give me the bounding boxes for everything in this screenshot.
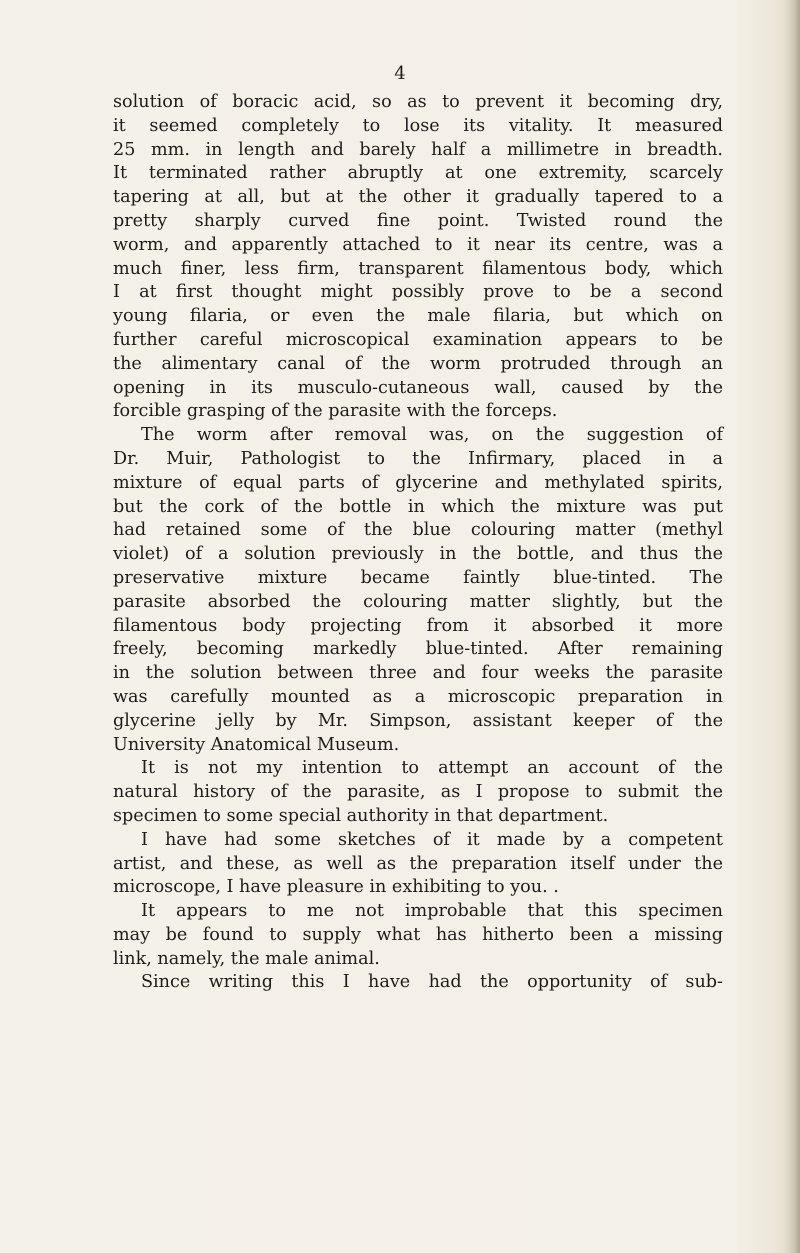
- text-line: tapering at all, but at the other it gradually tapered to a: [113, 187, 723, 208]
- text-line: but the cork of the bottle in which the mixture was put: [113, 496, 723, 517]
- text-line: link, namely, the male animal.: [113, 948, 380, 969]
- text-line: microscope, I have pleasure in exhibiting to you. .: [113, 877, 559, 898]
- text-line: had retained some of the blue colouring matter (methyl: [113, 520, 723, 541]
- text-line: It terminated rather abruptly at one extremity, scarcely: [113, 163, 723, 184]
- text-line: specimen to some special authority in that department.: [113, 805, 609, 826]
- text-line: University Anatomical Museum.: [113, 734, 400, 755]
- text-line: parasite absorbed the colouring matter slightly, but the: [113, 591, 723, 612]
- text-line: further careful microscopical examination appears to be: [113, 329, 723, 350]
- text-line: filamentous body projecting from it absorbed it more: [113, 615, 723, 636]
- text-line: I at first thought might possibly prove to be a second: [113, 282, 723, 303]
- text-line: natural history of the parasite, as I propose to submit the: [113, 782, 723, 803]
- text-line: pretty sharply curved fine point. Twisted round the: [113, 210, 723, 231]
- text-line: the alimentary canal of the worm protruded through an: [113, 353, 723, 374]
- text-line: was carefully mounted as a microscopic preparation in: [113, 686, 723, 707]
- text-line: it seemed completely to lose its vitality. It measured: [113, 115, 723, 136]
- text-line: preservative mixture became faintly blue-tinted. The: [113, 567, 723, 588]
- text-line: Since writing this I have had the opportunity of sub-: [141, 972, 723, 993]
- body-text: [113, 91, 723, 995]
- text-line: freely, becoming markedly blue-tinted. After remaining: [113, 639, 723, 660]
- text-line: glycerine jelly by Mr. Simpson, assistant keeper of the: [113, 710, 723, 731]
- text-line: It appears to me not improbable that this specimen: [141, 901, 723, 922]
- text-line: young filaria, or even the male filaria, but which on: [113, 306, 723, 327]
- text-line: Dr. Muir, Pathologist to the Infirmary, placed in a: [113, 448, 723, 469]
- text-line: 25 mm. in length and barely half a millimetre in breadth.: [113, 139, 723, 160]
- page-edge-shadow: [786, 0, 800, 1253]
- text-line: mixture of equal parts of glycerine and methylated spirits,: [113, 472, 723, 493]
- text-line: forcible grasping of the parasite with the forceps.: [113, 401, 558, 422]
- text-line: It is not my intention to attempt an account of the: [141, 758, 723, 779]
- text-line: I have had some sketches of it made by a competent: [141, 829, 723, 850]
- text-line: The worm after removal was, on the suggestion of: [141, 425, 723, 446]
- text-line: artist, and these, as well as the preparation itself under the: [113, 853, 723, 874]
- text-line: worm, and apparently attached to it near its centre, was a: [113, 234, 723, 255]
- text-line: opening in its musculo-cutaneous wall, caused by the: [113, 377, 723, 398]
- text-line: violet) of a solution previously in the bottle, and thus the: [113, 544, 723, 565]
- text-line: in the solution between three and four weeks the parasite: [113, 663, 723, 684]
- page-number: 4: [394, 63, 406, 84]
- text-line: solution of boracic acid, so as to prevent it becoming dry,: [113, 92, 723, 112]
- text-line: may be found to supply what has hitherto been a missing: [113, 924, 723, 945]
- text-line: much finer, less firm, transparent filamentous body, which: [113, 258, 723, 279]
